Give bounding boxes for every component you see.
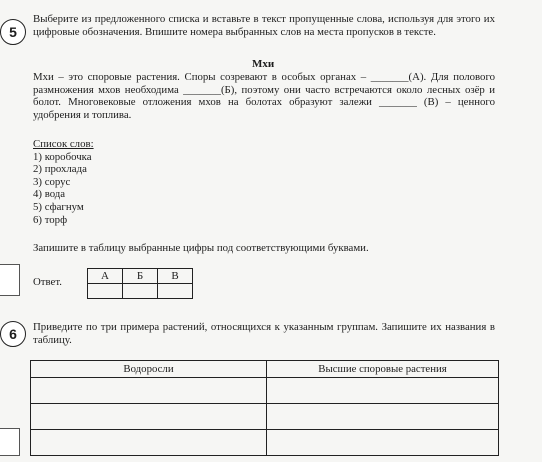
task-15-number (0, 19, 26, 45)
task-15-number-text: 5 (9, 24, 17, 40)
score-box-top (0, 264, 20, 296)
answer-cell-b[interactable] (123, 284, 158, 299)
word-item-3: 3) сорус (33, 175, 71, 188)
task-16-number (0, 321, 26, 347)
plants-table (30, 360, 499, 456)
spore-cell-2[interactable] (267, 404, 499, 430)
header-algae: Водоросли (31, 361, 267, 378)
task-15-paragraph: Мхи – это споровые растения. Споры созревают в особых органах – _______(А). Для полового размножения мхов необходима _______(Б), поэтому они часто встречаются около лесных озёр и болот. Многовековые отложения мхов на болотах образуют залежи _______ (В) – ценного удобрения и топлива. (33, 71, 495, 121)
algae-cell-3[interactable] (31, 430, 267, 456)
word-item-2: 2) прохлада (33, 163, 87, 176)
algae-cell-1[interactable] (31, 378, 267, 404)
word-item-5: 5) сфагнум (33, 200, 84, 213)
word-list (33, 138, 94, 226)
spore-cell-3[interactable] (267, 430, 499, 456)
answer-table (87, 268, 193, 299)
score-box-bottom (0, 428, 20, 456)
header-higher-spore-plants: Высшие споровые растения (267, 361, 499, 378)
text-title: Мхи (252, 58, 275, 70)
word-item-4: 4) вода (33, 188, 66, 201)
spore-cell-1[interactable] (267, 378, 499, 404)
answer-label: Ответ. (33, 276, 62, 288)
answer-cell-c[interactable] (158, 284, 193, 299)
answer-header-c: В (158, 269, 193, 284)
word-list-heading: Список слов: (33, 138, 94, 150)
task-16-instruction: Приведите по три примера растений, относящихся к указанным группам. Запишите их названия в таблицу. (33, 321, 495, 346)
task-16-number-text: 6 (9, 326, 17, 342)
answer-cell-a[interactable] (88, 284, 123, 299)
table-instruction: Запишите в таблицу выбранные цифры под соответствующими буквами. (33, 242, 369, 254)
word-item-1: 1) коробочка (33, 150, 92, 163)
answer-header-b: Б (123, 269, 158, 284)
answer-header-a: А (88, 269, 123, 284)
algae-cell-2[interactable] (31, 404, 267, 430)
word-item-6: 6) торф (33, 213, 68, 226)
task-15-instruction: Выберите из предложенного списка и вставьте в текст пропущенные слова, используя для этого их цифровые обозначения. Впишите номера выбранных слов на места пропусков в тексте. (33, 13, 495, 38)
